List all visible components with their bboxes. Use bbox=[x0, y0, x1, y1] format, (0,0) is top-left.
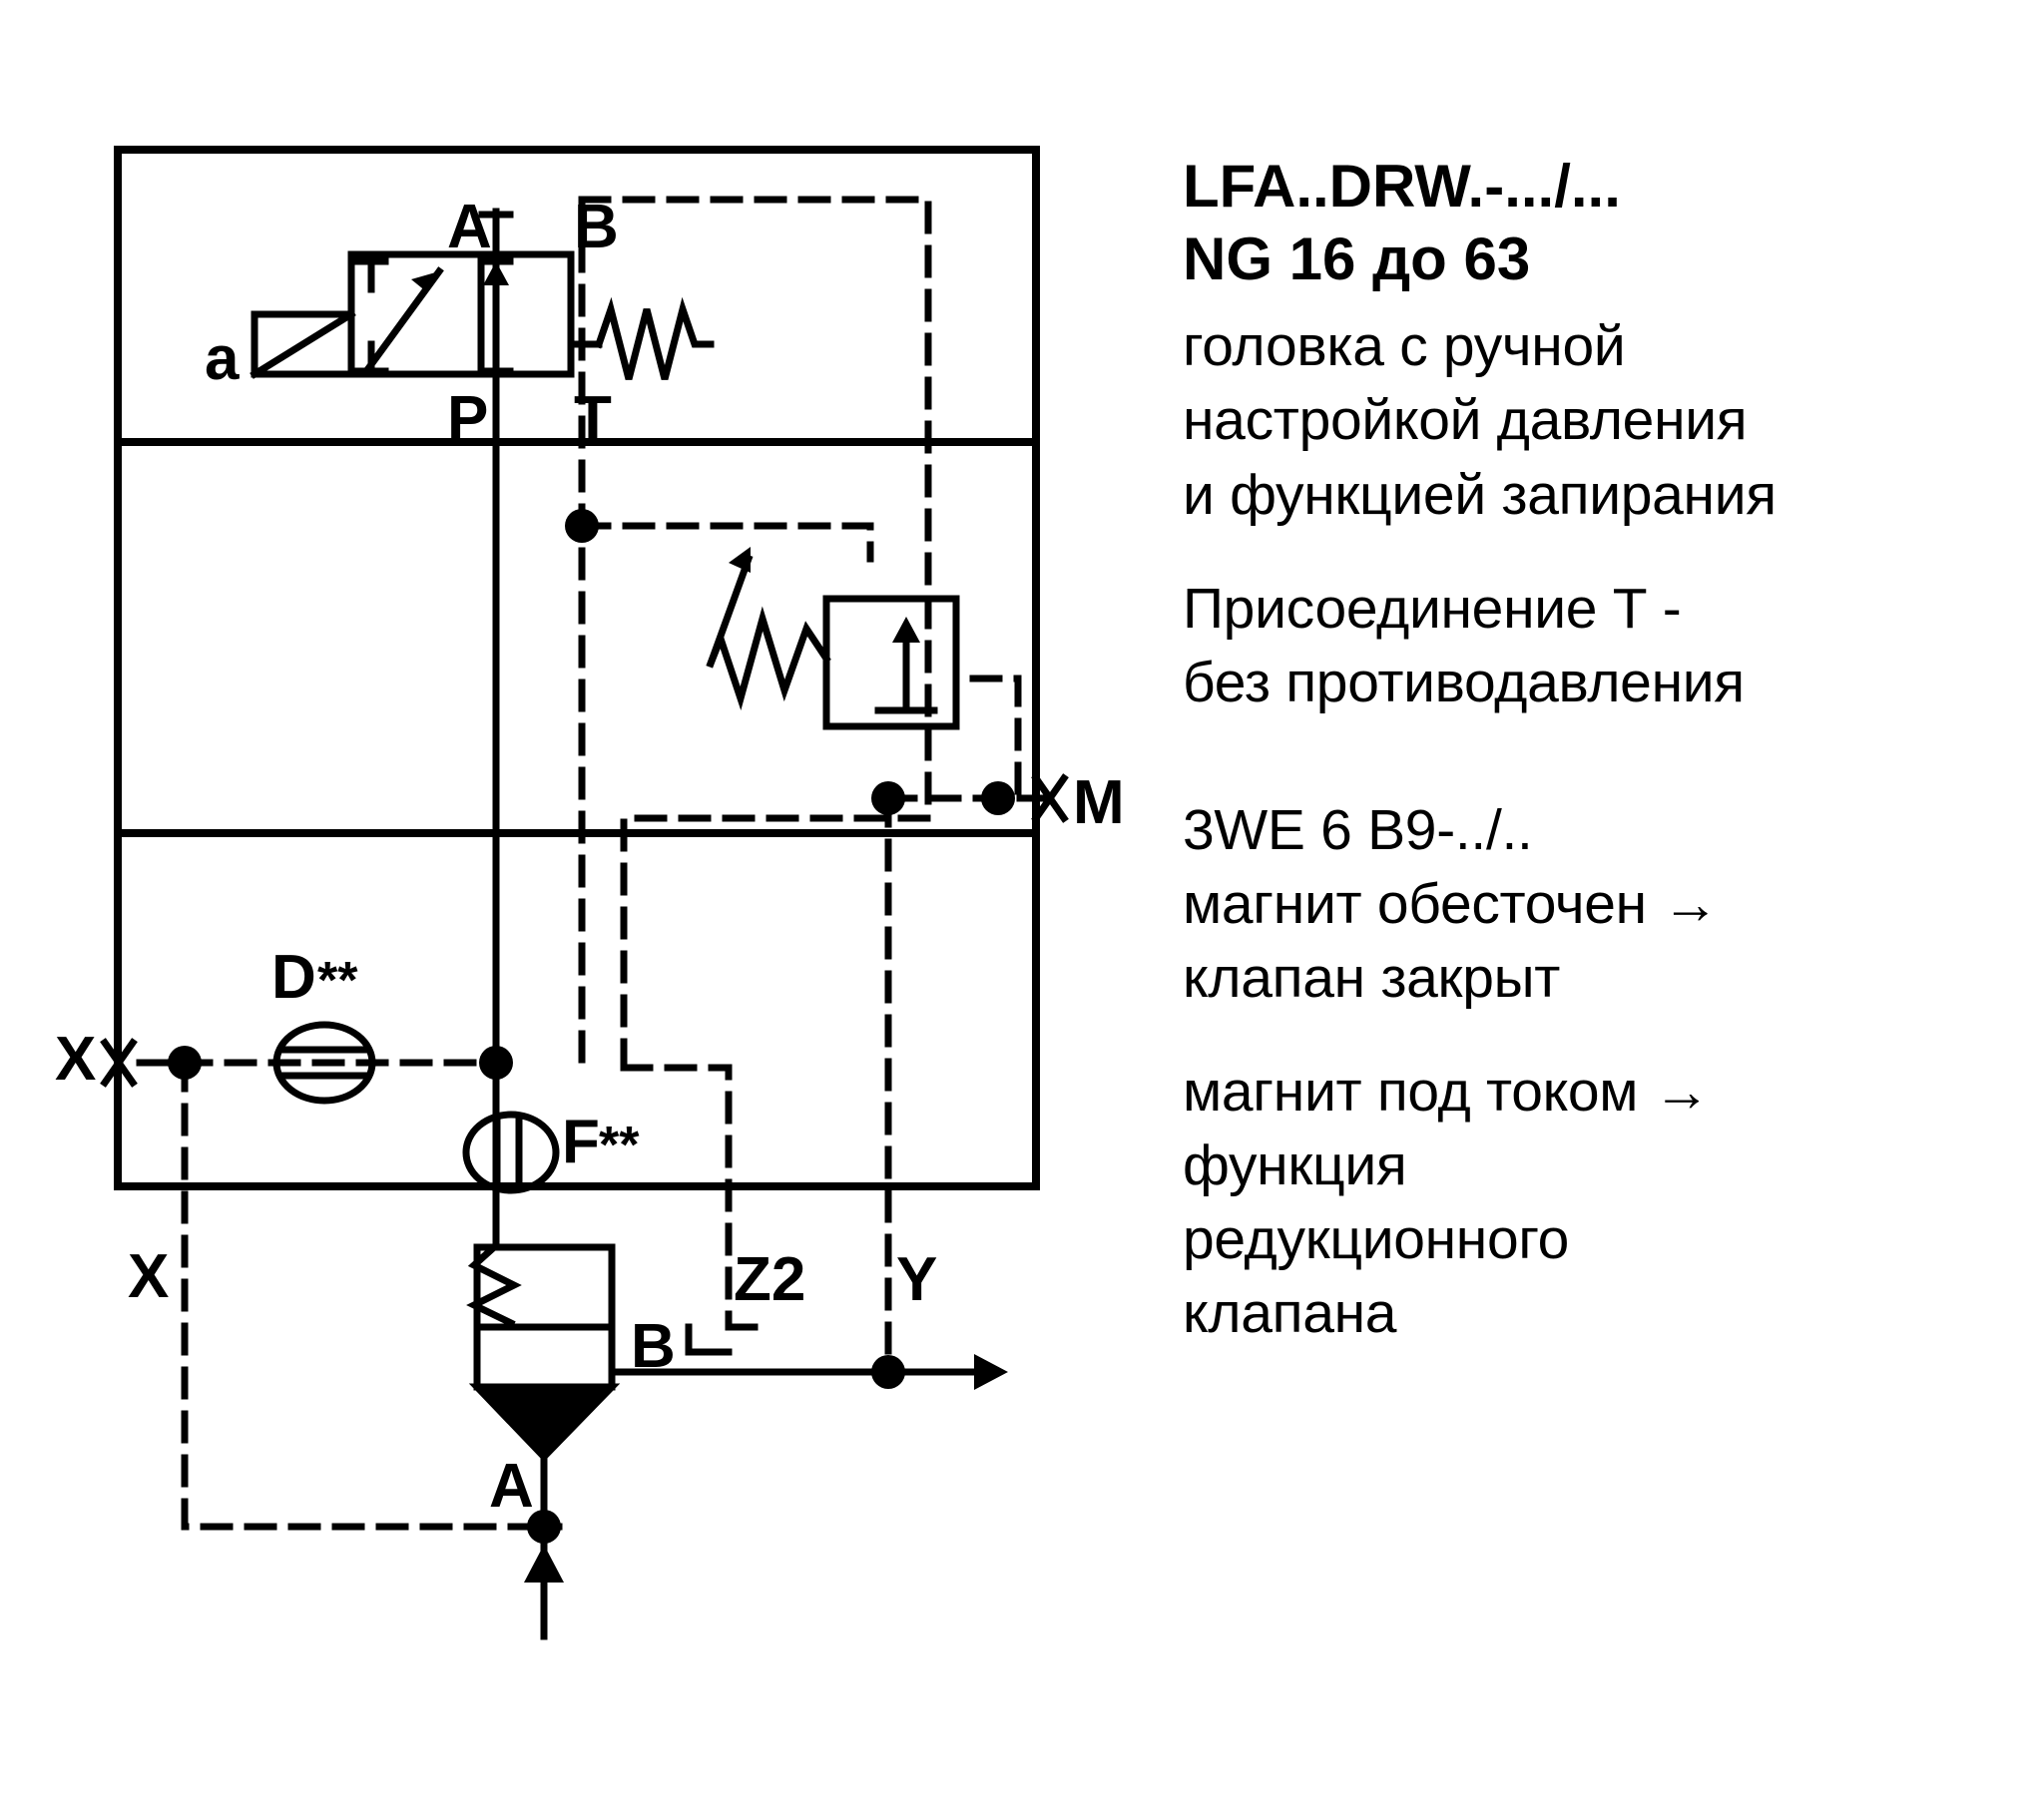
p4-line-2: функция bbox=[1183, 1133, 1407, 1198]
title-model: LFA..DRW.-.../... bbox=[1183, 153, 1621, 220]
label-f-sup: ** bbox=[599, 1117, 640, 1174]
p1-line-1: головка с ручной bbox=[1183, 314, 1626, 379]
p1-line-2: настройкой давления bbox=[1183, 388, 1748, 453]
description-panel bbox=[1183, 150, 2021, 1361]
directional-valve-symbol bbox=[255, 254, 711, 379]
p4-line-1: магнит под током → bbox=[1183, 1060, 1711, 1125]
label-a-top: A bbox=[447, 193, 492, 261]
label-m: M bbox=[1073, 768, 1125, 837]
orifice-f-symbol bbox=[466, 1115, 556, 1190]
label-y: Y bbox=[896, 1245, 938, 1314]
p3-line-1: магнит обесточен → bbox=[1183, 871, 1720, 936]
label-t: T bbox=[574, 384, 612, 453]
label-x-lower: X bbox=[128, 1242, 170, 1311]
p3-line-2: клапан закрыт bbox=[1183, 946, 1561, 1011]
label-solenoid-a: a bbox=[205, 324, 240, 393]
paragraph-t-connection bbox=[1183, 572, 2021, 719]
label-x-external: X bbox=[55, 1025, 97, 1094]
label-p: P bbox=[447, 384, 489, 453]
title-size: NG 16 до 63 bbox=[1183, 226, 1531, 293]
model-code: 3WE 6 B9-../.. bbox=[1183, 797, 1533, 862]
p2-line-2: без противодавления bbox=[1183, 650, 1745, 714]
label-d-sup: ** bbox=[317, 952, 358, 1010]
p4-line-3: редукционного bbox=[1183, 1207, 1570, 1272]
label-b-main: B bbox=[631, 1312, 676, 1381]
outer-frame bbox=[118, 150, 1036, 1186]
label-d: D bbox=[271, 943, 316, 1012]
p2-line-1: Присоединение Т - bbox=[1183, 576, 1682, 641]
p4-line-4: клапана bbox=[1183, 1281, 1397, 1346]
label-b-top: B bbox=[574, 193, 619, 261]
label-z2: Z2 bbox=[734, 1245, 806, 1314]
label-a-main: A bbox=[489, 1452, 534, 1521]
label-f: F bbox=[562, 1108, 600, 1176]
paragraph-energized bbox=[1183, 1055, 2021, 1350]
paragraph-de-energized bbox=[1183, 867, 2021, 1015]
p1-line-3: и функцией запирания bbox=[1183, 462, 1777, 527]
pressure-relief-valve-symbol bbox=[711, 547, 956, 726]
paragraph-head-description bbox=[1183, 309, 2021, 531]
